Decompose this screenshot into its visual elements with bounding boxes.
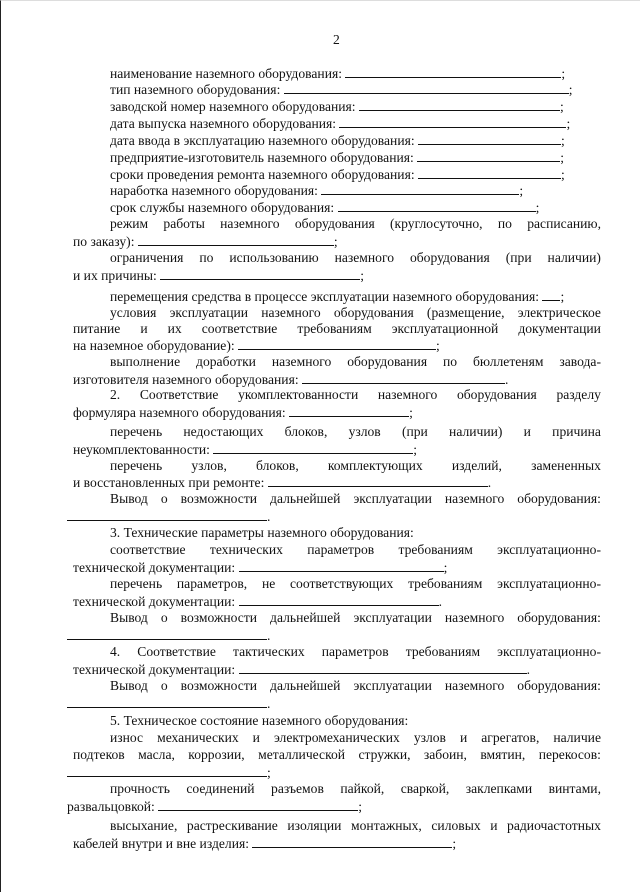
word: и — [523, 424, 531, 439]
field-label: тип наземного оборудования: — [110, 82, 281, 97]
field-label: наименование наземного оборудования: — [110, 66, 342, 81]
form-line — [73, 661, 530, 678]
word: расписанию, — [527, 216, 601, 231]
blank-fill-line[interactable] — [67, 695, 267, 708]
blank-fill-line[interactable] — [339, 115, 566, 128]
word: узлов — [413, 730, 446, 745]
line-end-punct: ; — [519, 183, 524, 198]
field-label: наработка наземного оборудования: — [110, 183, 318, 198]
word: узлов, — [191, 458, 227, 473]
word: оборудования — [409, 250, 490, 265]
justified-text-line — [110, 644, 601, 660]
form-line — [73, 441, 417, 458]
word: наличии) — [449, 424, 503, 439]
word: оборудования — [456, 387, 537, 402]
word: перечень — [110, 576, 163, 591]
word: выполнение — [110, 354, 181, 369]
word: по — [443, 354, 458, 369]
field-label: по заказу): — [73, 234, 135, 249]
word: возможности — [180, 678, 258, 693]
word: тактических — [232, 644, 305, 659]
line-end-punct: ; — [566, 116, 571, 131]
line-end-punct: . — [438, 594, 442, 609]
form-line — [110, 166, 565, 183]
line-end-punct: ; — [267, 765, 271, 780]
word: соответствие — [110, 542, 186, 557]
word: износ — [110, 730, 144, 745]
word: наземного — [334, 250, 394, 265]
word: металлической — [258, 747, 346, 762]
line-end-punct: ; — [561, 133, 565, 148]
word: вмятин, — [480, 747, 526, 762]
word: 4. — [110, 644, 121, 659]
word: эксплуатации — [353, 678, 432, 693]
word: перечень — [110, 458, 163, 473]
word: требованиям — [398, 542, 473, 557]
word: механических — [157, 730, 239, 745]
line-end-punct: . — [267, 628, 271, 643]
justified-text-line — [73, 747, 601, 763]
word: эксплуатации — [353, 610, 432, 625]
word: высыхание, — [110, 818, 178, 833]
word: наличии) — [547, 250, 601, 265]
field-label: изготовителя наземного оборудования: — [73, 372, 299, 387]
word: Соответствие — [139, 387, 219, 402]
justified-text-line — [110, 542, 601, 558]
word: о — [160, 491, 168, 506]
justified-text-line — [110, 354, 601, 370]
word: использованию — [229, 250, 319, 265]
word: и — [490, 818, 498, 833]
word: дальнейшей — [270, 678, 341, 693]
word: пайкой, — [340, 781, 385, 796]
blank-fill-line[interactable] — [239, 559, 444, 572]
blank-fill-line[interactable] — [338, 199, 536, 212]
word: технических — [209, 542, 283, 557]
word: растрескивание — [186, 818, 278, 833]
form-line — [73, 233, 338, 250]
word: эксплуатации — [169, 305, 249, 320]
field-label: неукомплектованности: — [73, 442, 210, 457]
field-label: дата выпуска наземного оборудования: — [110, 116, 337, 131]
justified-text-line — [110, 491, 601, 507]
form-line — [110, 98, 564, 115]
justified-text-line — [110, 424, 601, 440]
word: соответствующих — [290, 576, 394, 591]
blank-fill-line[interactable] — [268, 474, 488, 487]
form-line — [110, 713, 408, 729]
word: наземного — [444, 678, 505, 693]
form-line — [110, 525, 414, 541]
line-end-punct: ; — [535, 200, 540, 215]
justified-text-line — [110, 610, 601, 626]
line-end-punct: ; — [560, 150, 564, 165]
justified-text-line — [110, 678, 601, 694]
field-label: заводской номер наземного оборудования: — [110, 99, 356, 114]
form-line — [67, 627, 270, 644]
word: укомплектованности — [238, 387, 359, 402]
word: Вывод — [110, 610, 148, 625]
word: оборудования — [294, 216, 375, 231]
form-line — [67, 508, 270, 525]
word: Соответствие — [137, 644, 216, 659]
word: забоин, — [423, 747, 467, 762]
blank-fill-line[interactable] — [284, 81, 569, 94]
line-end-punct: ; — [443, 560, 448, 575]
form-line — [73, 337, 440, 354]
blank-fill-line[interactable] — [359, 98, 560, 111]
word: наземного — [261, 305, 321, 320]
line-end-punct: ; — [436, 338, 440, 353]
word: требованиям — [297, 321, 372, 336]
form-line — [73, 267, 364, 284]
field-label: 5. Техническое состояние наземного оборудования: — [110, 713, 409, 728]
word: (при — [505, 250, 532, 265]
word: сваркой, — [400, 781, 450, 796]
word: силовых — [431, 818, 481, 833]
word: заклепками — [465, 781, 533, 796]
word: эксплуатационно- — [497, 576, 601, 591]
field-label: кабелей внутри и вне изделия: — [73, 836, 249, 851]
line-end-punct: ; — [409, 405, 413, 420]
blank-fill-line[interactable] — [213, 441, 413, 454]
word: по — [497, 216, 512, 231]
blank-fill-line[interactable] — [238, 337, 436, 350]
word: дальнейшей — [270, 610, 341, 625]
word: о — [160, 610, 168, 625]
justified-text-line — [110, 387, 601, 403]
field-label: 3. Технические параметры наземного оборудования: — [110, 525, 414, 540]
word: оборудования: — [517, 678, 601, 693]
line-end-punct: ; — [560, 289, 565, 304]
blank-fill-line[interactable] — [158, 798, 358, 811]
word: электрическое — [517, 305, 601, 320]
justified-text-line — [110, 818, 601, 834]
word: прочность — [110, 781, 170, 796]
form-line — [67, 695, 270, 712]
justified-text-line — [110, 781, 601, 797]
word: разделу — [556, 387, 601, 402]
word: не — [261, 576, 276, 591]
word: наземного — [444, 610, 505, 625]
justified-text-line — [73, 321, 601, 337]
blank-fill-line[interactable] — [67, 764, 267, 777]
word: оборудования: — [517, 491, 601, 506]
form-line — [73, 559, 447, 576]
field-label: сроки проведения ремонта наземного оборудования: — [110, 167, 415, 182]
blank-fill-line[interactable] — [302, 371, 505, 384]
word: перекосов: — [538, 747, 601, 762]
word: (круглосуточно, — [390, 216, 483, 231]
word: наличие — [553, 730, 601, 745]
word: режим — [110, 216, 149, 231]
blank-fill-line[interactable] — [239, 593, 439, 606]
form-line — [110, 288, 564, 305]
word: питание — [73, 321, 121, 336]
field-label: технической документации: — [73, 560, 236, 575]
form-line — [67, 764, 271, 781]
field-label: технической документации: — [73, 662, 236, 677]
word: возможности — [180, 610, 258, 625]
field-label: на наземное оборудование): — [73, 338, 235, 353]
word: перечень — [110, 424, 163, 439]
line-end-punct: ; — [413, 442, 418, 457]
page-number: 2 — [333, 32, 340, 47]
blank-fill-line[interactable] — [289, 404, 409, 417]
word: эксплуатационно- — [497, 542, 601, 557]
line-end-punct: ; — [452, 836, 457, 851]
field-label: дата ввода в эксплуатацию наземного оборудования: — [110, 133, 415, 148]
form-line — [110, 132, 565, 149]
blank-fill-line[interactable] — [542, 288, 560, 301]
word: бюллетеням — [473, 354, 544, 369]
blank-fill-line[interactable] — [418, 166, 561, 179]
word: соответствие — [201, 321, 278, 336]
line-end-punct: . — [505, 372, 509, 387]
field-label: перемещения средства в процессе эксплуатации наземного оборудования: — [110, 289, 540, 304]
word: оборудования — [347, 354, 428, 369]
word: требованиям — [405, 644, 481, 659]
blank-fill-line[interactable] — [138, 233, 334, 246]
word: завода- — [559, 354, 601, 369]
word: оборудования — [333, 305, 414, 320]
field-label: технической документации: — [73, 594, 236, 609]
word: соединений — [186, 781, 255, 796]
form-line — [110, 149, 564, 166]
word: причина — [552, 424, 601, 439]
line-end-punct: . — [526, 662, 530, 677]
blank-fill-line[interactable] — [67, 508, 267, 521]
form-line — [73, 404, 413, 421]
field-label: срок службы наземного оборудования: — [110, 200, 335, 215]
blank-fill-line[interactable] — [417, 149, 560, 162]
word: наземного — [271, 354, 332, 369]
word: разъемов — [271, 781, 324, 796]
field-label: предприятие-изготовитель наземного оборудования: — [110, 150, 414, 165]
form-line — [110, 81, 573, 98]
word: документации — [518, 321, 601, 336]
word: замененных — [531, 458, 601, 473]
word: доработки — [196, 354, 256, 369]
word: параметров, — [176, 576, 248, 591]
word: (при — [401, 424, 428, 439]
blank-fill-line[interactable] — [321, 182, 519, 195]
blank-fill-line[interactable] — [252, 835, 452, 848]
word: комплектующих — [327, 458, 423, 473]
word: работы — [163, 216, 205, 231]
field-label: и их причины: — [73, 268, 157, 283]
word: о — [160, 678, 168, 693]
word: ограничения — [110, 250, 184, 265]
word: условия — [110, 305, 157, 320]
justified-text-line — [110, 250, 601, 266]
field-label: формуляра наземного оборудования: — [73, 405, 286, 420]
form-line — [73, 835, 456, 852]
word: возможности — [180, 491, 258, 506]
blank-fill-line[interactable] — [160, 267, 360, 280]
form-line — [110, 65, 565, 82]
word: Вывод — [110, 678, 148, 693]
justified-text-line — [110, 216, 601, 232]
word: и — [459, 730, 468, 745]
form-line — [110, 182, 523, 199]
word: Вывод — [110, 491, 148, 506]
blank-fill-line[interactable] — [418, 132, 561, 145]
form-line — [110, 115, 570, 132]
form-line — [73, 371, 508, 388]
word: подтеков — [73, 747, 125, 762]
word: блоков, — [284, 424, 328, 439]
justified-text-line — [110, 576, 601, 592]
line-end-punct: ; — [568, 82, 573, 97]
line-end-punct: . — [267, 509, 271, 524]
line-end-punct: . — [267, 696, 271, 711]
word: радиочастотных — [507, 818, 601, 833]
word: и — [252, 730, 260, 745]
form-line — [73, 593, 442, 610]
word: и — [140, 321, 148, 336]
line-end-punct: ; — [358, 799, 363, 814]
word: узлов — [348, 424, 381, 439]
form-line — [73, 474, 491, 491]
line-end-punct: ; — [559, 99, 564, 114]
blank-fill-line[interactable] — [345, 65, 561, 78]
word: коррозии, — [188, 747, 245, 762]
word: масла, — [138, 747, 175, 762]
word: требованиям — [408, 576, 483, 591]
word: эксплуатационно- — [497, 644, 601, 659]
blank-fill-line[interactable] — [239, 661, 527, 674]
blank-fill-line[interactable] — [67, 627, 267, 640]
line-end-punct: ; — [561, 167, 565, 182]
word: стружки, — [358, 747, 411, 762]
word: 2. — [110, 387, 121, 402]
word: изделий, — [451, 458, 502, 473]
word: дальнейшей — [270, 491, 341, 506]
form-line — [67, 798, 362, 815]
form-line — [110, 199, 539, 216]
word: недостающих — [183, 424, 264, 439]
word: оборудования: — [517, 610, 601, 625]
word: по — [199, 250, 214, 265]
line-end-punct: ; — [360, 268, 364, 283]
word: винтами, — [548, 781, 601, 796]
word: параметров — [307, 542, 375, 557]
word: наземного — [444, 491, 505, 506]
line-end-punct: . — [487, 475, 492, 490]
justified-text-line — [110, 305, 601, 321]
word: монтажных, — [351, 818, 422, 833]
word: их — [167, 321, 182, 336]
justified-text-line — [110, 458, 601, 474]
justified-text-line — [110, 730, 601, 746]
line-end-punct: ; — [561, 66, 566, 81]
word: параметров — [321, 644, 389, 659]
field-label: развальцовкой: — [67, 799, 155, 814]
field-label: и восстановленных при ремонте: — [73, 475, 265, 490]
word: наземного — [220, 216, 280, 231]
word: изоляции — [287, 818, 342, 833]
word: блоков, — [256, 458, 299, 473]
word: электромеханических — [273, 730, 400, 745]
word: (размещение, — [426, 305, 505, 320]
word: наземного — [377, 387, 438, 402]
word: эксплуатационной — [391, 321, 499, 336]
word: эксплуатации — [353, 491, 432, 506]
line-end-punct: ; — [333, 234, 338, 249]
word: агрегатов, — [481, 730, 540, 745]
